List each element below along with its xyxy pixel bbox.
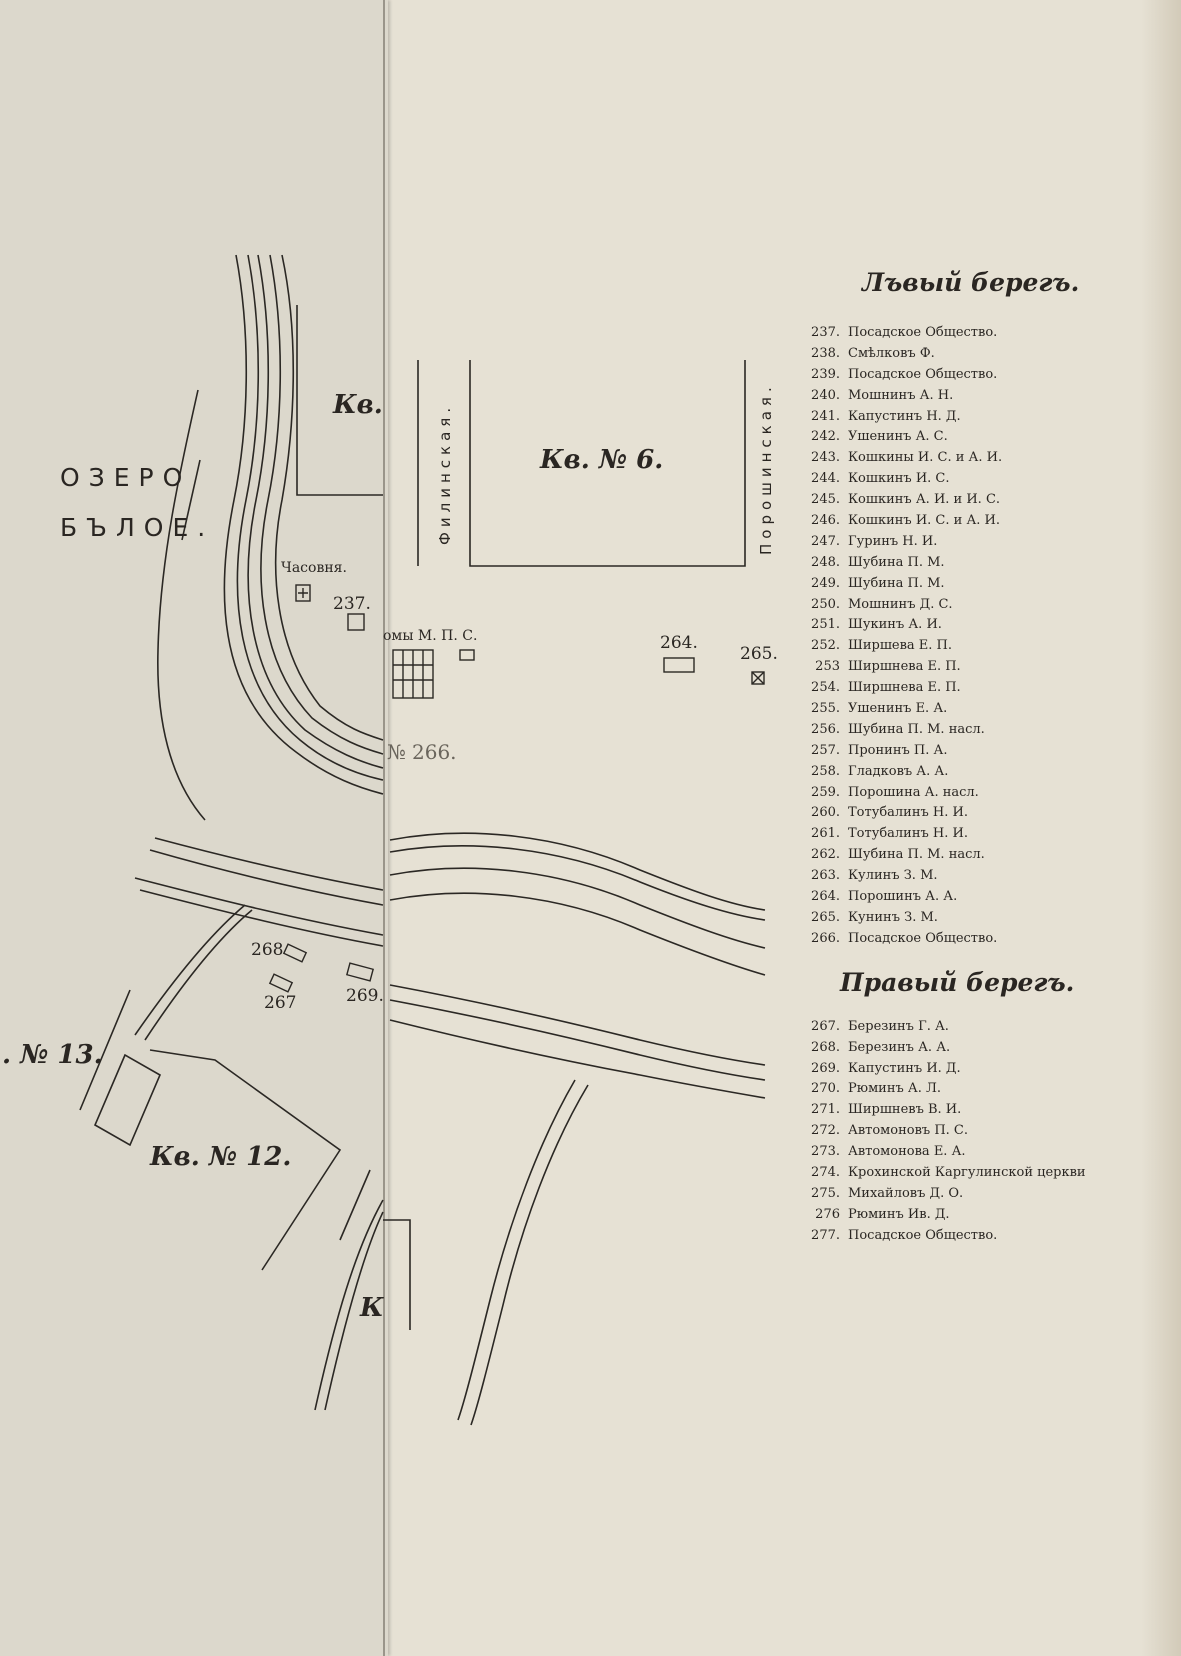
- building-237: [348, 614, 364, 630]
- legend-item: [800, 344, 1180, 365]
- river-right-1: [390, 833, 765, 910]
- legend-item-number: 237.: [811, 325, 840, 340]
- legend-item-number: 275.: [811, 1185, 840, 1201]
- legend-item-number: 255.: [811, 701, 840, 717]
- block-label-kv6: Кв. № 6.: [540, 445, 664, 475]
- legend-item-number: 264.: [811, 889, 840, 905]
- legend-item-owner: Посадское Общество.: [848, 325, 998, 340]
- legend-item: [800, 1017, 1180, 1038]
- legend-item-owner: Гладковъ А. А.: [848, 763, 949, 779]
- legend-item: [800, 427, 1180, 448]
- legend-item: [800, 887, 1180, 908]
- river-line-1: [237, 255, 383, 780]
- plot-number-266: 266.: [412, 740, 457, 764]
- river-line-3: [261, 255, 383, 754]
- legend-item: [800, 845, 1180, 866]
- river-line-4: [276, 255, 383, 740]
- legend-item: [800, 1100, 1180, 1121]
- legend-item-owner: Шубина П. М. насл.: [848, 721, 985, 737]
- plot-number-264: 264.: [660, 633, 698, 653]
- chapel-label: Часовня.: [281, 560, 347, 576]
- legend-item-owner: Рюминъ А. Л.: [848, 1081, 941, 1097]
- legend-item-number: 262.: [811, 847, 840, 863]
- legend-item-number: 243.: [811, 450, 840, 466]
- building-267: [270, 974, 292, 992]
- legend: [800, 268, 1180, 1247]
- legend-item: [800, 1205, 1180, 1226]
- legend-item-owner: Тотубалинъ Н. И.: [848, 805, 968, 821]
- plot-number-265: 265.: [740, 644, 778, 664]
- legend-item-owner: Березинъ А. А.: [848, 1039, 951, 1055]
- legend-right-bank-title: Правый берегъ.: [840, 967, 1075, 997]
- legend-item: [800, 386, 1180, 407]
- legend-item-number: 240.: [811, 387, 840, 403]
- legend-item-owner: Тотубалинъ Н. И.: [848, 826, 968, 842]
- legend-item-owner: Рюминъ Ив. Д.: [848, 1206, 950, 1222]
- legend-item: [800, 407, 1180, 428]
- legend-item: [800, 678, 1180, 699]
- legend-item: [800, 532, 1180, 553]
- river-band-1: [150, 850, 383, 905]
- houses-mps-label: омы М. П. С.: [383, 628, 478, 644]
- legend-item-number: 256.: [811, 721, 840, 737]
- legend-item: [800, 929, 1180, 950]
- river-line-2: [248, 255, 383, 768]
- legend-item: [800, 469, 1180, 490]
- legend-item: [800, 803, 1180, 824]
- block-label-kv-bottom: К: [360, 1293, 384, 1323]
- river-right-4: [390, 893, 765, 975]
- legend-item-number: 247.: [811, 533, 840, 549]
- plot-number-269: 269.: [346, 986, 384, 1006]
- legend-item-owner: Ушенинъ Е. А.: [848, 701, 948, 717]
- lake-label-line1: ОЗЕРО: [60, 463, 192, 492]
- river-right-5: [390, 985, 765, 1065]
- lake-shore-line: [158, 390, 205, 820]
- river-band-3: [135, 878, 383, 935]
- tributary-right-1: [458, 1080, 575, 1420]
- street-label-poroshinskaya: Порошинская.: [757, 382, 775, 555]
- legend-item: [800, 636, 1180, 657]
- legend-item-owner: Гуринъ Н. И.: [848, 533, 938, 549]
- legend-item: [800, 1184, 1180, 1205]
- river-right-6: [390, 1000, 765, 1080]
- legend-item-number: 241.: [811, 408, 840, 424]
- legend-item-number: 249.: [811, 575, 840, 591]
- legend-item-number: 248.: [811, 554, 840, 570]
- legend-item-owner: Капустинъ Н. Д.: [848, 408, 961, 424]
- legend-item-number: 273.: [811, 1144, 840, 1160]
- legend-item-number: 260.: [811, 805, 840, 821]
- legend-item: [800, 866, 1180, 887]
- legend-item-owner: Ширшева Е. П.: [848, 638, 953, 654]
- legend-item-number: 274.: [811, 1164, 840, 1180]
- building-mps-2: [460, 650, 474, 660]
- plot-number-266-prefix: №: [387, 740, 406, 764]
- legend-item-owner: Ширшневъ В. И.: [848, 1102, 962, 1118]
- legend-item-owner: Кошкинъ И. С.: [848, 471, 950, 487]
- legend-item-number: 253: [815, 659, 840, 675]
- legend-item-owner: Кошкины И. С. и А. И.: [848, 450, 1003, 466]
- legend-item: [800, 553, 1180, 574]
- block-label-kv12: Кв. № 12.: [150, 1142, 292, 1172]
- legend-item-number: 266.: [811, 930, 840, 946]
- legend-item-owner: Мошнинъ А. Н.: [848, 387, 954, 403]
- legend-item: [800, 490, 1180, 511]
- legend-item-owner: Михайловъ Д. О.: [848, 1185, 964, 1201]
- legend-item-number: 258.: [811, 763, 840, 779]
- legend-left-bank-list: [800, 323, 1180, 950]
- building-264: [664, 658, 694, 672]
- legend-item-owner: Кошкинъ И. С. и А. И.: [848, 513, 1001, 529]
- legend-item: [800, 511, 1180, 532]
- legend-item-owner: Шукинъ А. И.: [848, 617, 942, 633]
- legend-item-owner: Мошнинъ Д. С.: [848, 596, 953, 612]
- legend-item: [800, 1142, 1180, 1163]
- legend-left-bank: [800, 268, 1180, 950]
- legend-item-owner: Автомонова Е. А.: [848, 1144, 966, 1160]
- legend-item-number: 254.: [811, 680, 840, 696]
- legend-item-owner: Капустинъ И. Д.: [848, 1060, 961, 1076]
- legend-item-owner: Ширшнева Е. П.: [848, 680, 961, 696]
- building-268: [284, 944, 306, 962]
- legend-item-number: 270.: [811, 1081, 840, 1097]
- plot-number-267: 267: [264, 993, 297, 1013]
- legend-item-number: 261.: [811, 826, 840, 842]
- legend-left-bank-title: Лъвый берегъ.: [862, 268, 1080, 297]
- legend-item-number: 268.: [811, 1039, 840, 1055]
- tributary-left-2: [145, 910, 252, 1040]
- legend-item-number: 246.: [811, 513, 840, 529]
- river-right-7: [390, 1020, 765, 1098]
- legend-item: [800, 1059, 1180, 1080]
- legend-item-owner: Березинъ Г. А.: [848, 1018, 949, 1034]
- legend-item-owner: Кунинъ З. М.: [848, 909, 938, 925]
- legend-item-number: 259.: [811, 784, 840, 800]
- plot-number-237: 237.: [333, 594, 371, 614]
- legend-item-owner: Шубина П. М.: [848, 554, 945, 570]
- legend-item-owner: Крохинской Каргулинской церкви: [848, 1164, 1086, 1180]
- legend-item: [800, 908, 1180, 929]
- legend-item: [800, 762, 1180, 783]
- legend-item-owner: Шубина П. М. насл.: [848, 847, 985, 863]
- legend-item: [800, 615, 1180, 636]
- lake-label-line2: БЪЛОЕ.: [60, 513, 215, 542]
- legend-item-owner: Посадское Общество.: [848, 366, 998, 382]
- building-269: [347, 963, 373, 981]
- legend-right-bank-list: [800, 1017, 1180, 1247]
- legend-item: [800, 657, 1180, 678]
- legend-item-number: 244.: [811, 471, 840, 487]
- river-band-2: [155, 838, 383, 890]
- legend-item: [800, 783, 1180, 804]
- plot-number-268: 268: [251, 940, 284, 960]
- legend-item: [800, 448, 1180, 469]
- block-label-kv-top: Кв.: [333, 390, 383, 420]
- legend-item-owner: Пронинъ П. А.: [848, 742, 948, 758]
- legend-item-owner: Автомоновъ П. С.: [848, 1123, 969, 1139]
- legend-item-owner: Смѣлковъ Ф.: [848, 345, 935, 361]
- legend-item-owner: Посадское Общество.: [848, 1227, 998, 1243]
- legend-item-number: 269.: [811, 1060, 840, 1076]
- legend-item-number: 251.: [811, 617, 840, 633]
- legend-item: [800, 1038, 1180, 1059]
- legend-item-number: 263.: [811, 868, 840, 884]
- legend-item-owner: Кошкинъ А. И. и И. С.: [848, 492, 1001, 508]
- legend-item-number: 252.: [811, 638, 840, 654]
- legend-item-number: 265.: [811, 909, 840, 925]
- legend-right-bank: [800, 968, 1180, 1247]
- legend-item-number: 276: [815, 1206, 840, 1222]
- street-label-filinskaya: Филинская.: [436, 402, 454, 545]
- legend-item-number: 250.: [811, 596, 840, 612]
- legend-item: [800, 574, 1180, 595]
- legend-item: [800, 1163, 1180, 1184]
- legend-item-number: 271.: [811, 1102, 840, 1118]
- legend-item-number: 242.: [811, 429, 840, 445]
- legend-item-number: 272.: [811, 1123, 840, 1139]
- legend-item-number: 257.: [811, 742, 840, 758]
- river-line-5: [224, 255, 383, 794]
- legend-item: [800, 1121, 1180, 1142]
- tributary-left-1: [135, 905, 245, 1035]
- legend-item-owner: Порошина А. насл.: [848, 784, 979, 800]
- legend-item-number: 239.: [811, 366, 840, 382]
- legend-item: [800, 741, 1180, 762]
- legend-item: [800, 1079, 1180, 1100]
- legend-item-owner: Порошинъ А. А.: [848, 889, 958, 905]
- legend-item-owner: Ширшнева Е. П.: [848, 659, 961, 675]
- legend-item-owner: Ушенинъ А. С.: [848, 429, 948, 445]
- legend-item: [800, 595, 1180, 616]
- legend-item: [800, 699, 1180, 720]
- legend-item-number: 245.: [811, 492, 840, 508]
- legend-item: [800, 824, 1180, 845]
- block-label-kv13: . № 13.: [2, 1040, 103, 1070]
- legend-item-owner: Кулинъ З. М.: [848, 868, 938, 884]
- legend-item: [800, 365, 1180, 386]
- legend-item: [800, 323, 1180, 344]
- legend-item: [800, 1226, 1180, 1247]
- tributary-right-2: [471, 1085, 588, 1425]
- legend-item-number: 277.: [811, 1227, 840, 1243]
- legend-item-owner: Посадское Общество.: [848, 930, 998, 946]
- legend-item-number: 238.: [811, 345, 840, 361]
- legend-item-owner: Шубина П. М.: [848, 575, 945, 591]
- legend-item: [800, 720, 1180, 741]
- legend-item-number: 267.: [811, 1018, 840, 1034]
